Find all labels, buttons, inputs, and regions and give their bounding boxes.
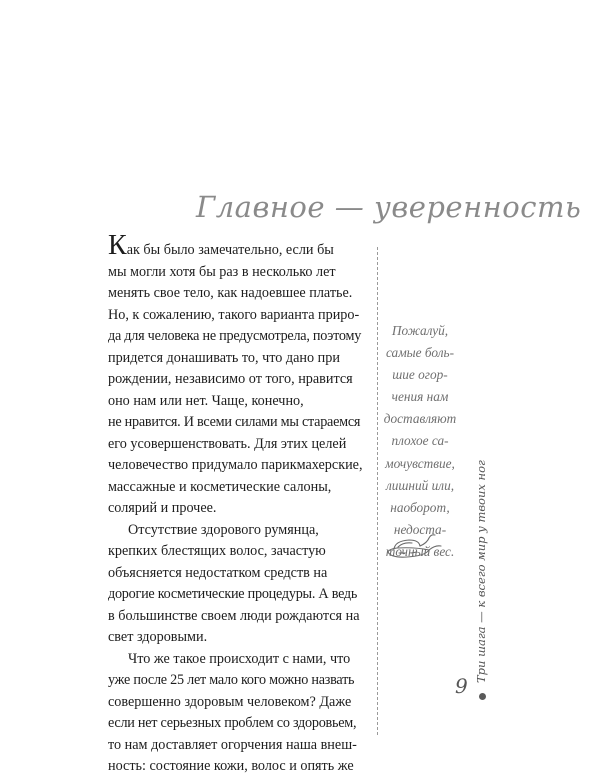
para1-line-9: его усовершенствовать. Для этих целей bbox=[108, 435, 347, 452]
sidenote-line: плохое са- bbox=[391, 433, 449, 449]
para1-line-8: не нравится. И всеми силами мы стараемся bbox=[108, 414, 361, 430]
para3-line-4: то нам доставляет огорчения наша внеш- bbox=[108, 736, 357, 753]
para2-line-0: Отсутствие здорового румянца, bbox=[128, 521, 319, 538]
body-text bbox=[108, 230, 370, 778]
para1-line-7: оно нам или нет. Чаще, конечно, bbox=[108, 392, 304, 409]
para1-line-12: солярий и прочее. bbox=[108, 500, 217, 516]
paragraph-3 bbox=[108, 649, 370, 778]
para2-line-4: в большинстве своем люди рождаются на bbox=[108, 607, 360, 624]
running-title bbox=[474, 460, 488, 700]
para1-line-11: массажные и косметические салоны, bbox=[108, 478, 332, 495]
drop-cap: К bbox=[108, 230, 127, 261]
sidenote-line: Пожалуй, bbox=[391, 323, 449, 338]
para2-line-2: объясняется недостатком средств на bbox=[108, 564, 328, 581]
para3-line-1: уже после 25 лет мало кого можно назвать bbox=[108, 672, 355, 688]
tea-cup-icon bbox=[385, 530, 445, 560]
section-heading: Главное — уверенность bbox=[196, 190, 582, 224]
para2-line-3: дорогие косметические процедуры. А ведь bbox=[108, 586, 358, 602]
page-number: 9 bbox=[455, 674, 468, 698]
para2-line-5: свет здоровыми. bbox=[108, 629, 208, 645]
para1-line-4: да для человека не предусмотрела, поэтому bbox=[108, 328, 362, 344]
para1-line-10: человечество придумало парикмахерские, bbox=[108, 457, 363, 473]
paragraph-1 bbox=[108, 230, 370, 520]
sidenote-line: шие огор- bbox=[392, 367, 448, 383]
para1-line-5: придется донашивать то, что дано при bbox=[108, 349, 340, 366]
para3-line-2: совершенно здоровым человеком? Даже bbox=[108, 693, 352, 710]
paragraph-2 bbox=[108, 520, 370, 649]
para1-line-2: менять свое тело, как надоевшее платье. bbox=[108, 285, 353, 301]
running-title-text: Три шага — к всего мир у твоих ног bbox=[474, 460, 488, 683]
sidenote-line: доставляют bbox=[383, 411, 457, 427]
sidenote-line: наоборот, bbox=[390, 499, 450, 515]
sidenote bbox=[377, 320, 463, 563]
para1-line-1: мы могли хотя бы раз в несколько лет bbox=[108, 263, 336, 280]
sidenote-line: недоста- bbox=[393, 521, 447, 537]
sidenote-line: точный вес. bbox=[385, 543, 455, 559]
bullet-dot-icon bbox=[479, 693, 486, 700]
para1-line-6: рождении, независимо от того, нравится bbox=[108, 371, 353, 387]
sidenote-line: чения нам bbox=[391, 389, 449, 405]
para3-line-5: ность: состояние кожи, волос и опять же bbox=[108, 758, 354, 774]
sidenote-line: мочувствие, bbox=[385, 455, 455, 471]
para3-line-3: если нет серьезных проблем со здоровьем, bbox=[108, 715, 357, 731]
para1-line-3: Но, к сожалению, такого варианта приро- bbox=[108, 306, 360, 323]
para1-line-0-rest: ак бы было замечательно, если бы bbox=[126, 242, 334, 258]
sidenote-line: самые боль- bbox=[385, 345, 455, 361]
para3-line-0: Что же такое происходит с нами, что bbox=[128, 650, 351, 667]
para2-line-1: крепких блестящих волос, зачастую bbox=[108, 543, 326, 559]
sidenote-line: лишний или, bbox=[385, 477, 455, 493]
